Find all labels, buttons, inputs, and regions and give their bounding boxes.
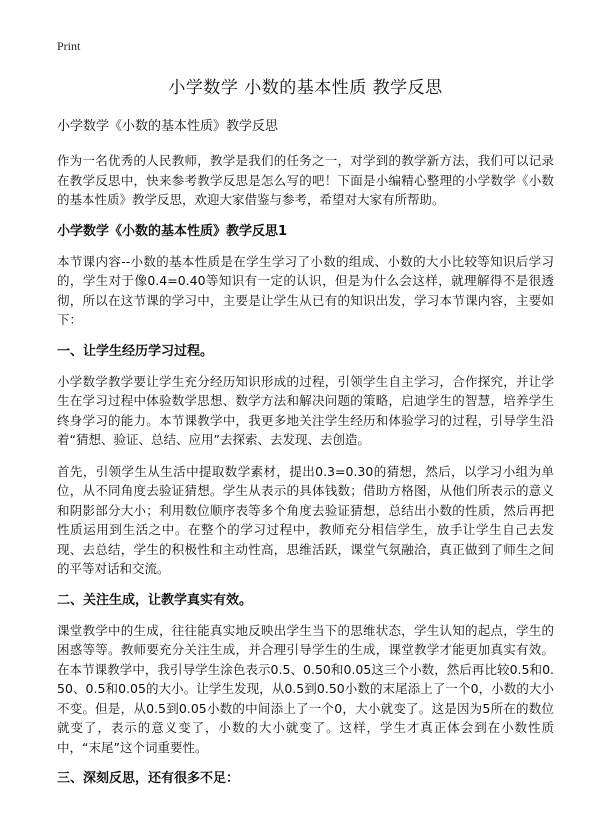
- page-title: 小学数学 小数的基本性质 教学反思: [168, 78, 443, 98]
- print-label: Print: [57, 39, 81, 53]
- paragraph-2: 课堂教学中的生成，往往能真实地反映出学生当下的思维状态，学生认知的起点，学生的困惑等等。教师要充分关注生成，并合理引导学生的生成，课堂教学才能更加真实有效。在本节课教学中，我引导学生涂色表示0.5、0.50和0.05这三个小数，然后再比较0.5和0.50、0.5和0.05的大小。让学生发现，从0.5到0.50小数的末尾添上了一个0，小数的大小不变。但是，从0.5到0.05小数的中间添上了一个0，大小就变了。这是因为5所在的数位就变了，表示的意义变了，小数的大小就变了。这样，学生才真正体会到在小数性质中，“末尾”这个词重要性。: [57, 622, 554, 755]
- document-subtitle: 小学数学《小数的基本性质》教学反思: [57, 119, 279, 134]
- section-intro-paragraph: 本节课内容--小数的基本性质是在学生学习了小数的组成、小数的大小比较等知识后学习的，学生对于像0.4=0.40等知识有一定的认识，但是为什么会这样，就理解得不是很透彻，所以在这节课的学习中，主要是让学生从已有的知识出发，学习本节课内容，主要如下：: [57, 253, 554, 327]
- heading-3: 三、深刻反思，还有很多不足：: [57, 771, 240, 786]
- heading-2: 二、关注生成，让教学真实有效。: [57, 592, 253, 608]
- paragraph-1b: 首先，引领学生从生活中提取数学素材，提出0.3=0.30的猜想，然后，以学习小组为单位，从不同角度去验证猜想。学生从表示的具体钱数；借助方格图，从他们所表示的意义和阴影部分大小；利用数位顺序表等多个角度去验证猜想，总结出小数的性质，然后再把性质运用到生活之中。在整个的学习过程中，教师充分相信学生，放手让学生自己去发现、去总结，学生的积极性和主动性高，思维活跃，课堂气氛融洽，真正做到了师生之间的平等对话和交流。: [57, 463, 554, 576]
- section-title: 小学数学《小数的基本性质》教学反思1: [57, 223, 288, 239]
- paragraph-1a: 小学数学教学要让学生充分经历知识形成的过程，引领学生自主学习，合作探究，并让学生在学习过程中体验数学思想、数学方法和解决问题的策略，启迪学生的智慧，培养学生终身学习的能力。本节课教学中，我更多地关注学生经历和体验学习的过程，引导学生沿着“猜想、验证、总结、应用”去探索、去发现、去创造。: [57, 373, 554, 447]
- intro-paragraph: 作为一名优秀的人民教师，教学是我们的任务之一，对学到的教学新方法，我们可以记录在教学反思中，快来参考教学反思是怎么写的吧！下面是小编精心整理的小学数学《小数的基本性质》教学反思，欢迎大家借鉴与参考，希望对大家有所帮助。: [57, 153, 554, 207]
- heading-1: 一、让学生经历学习过程。: [57, 343, 214, 359]
